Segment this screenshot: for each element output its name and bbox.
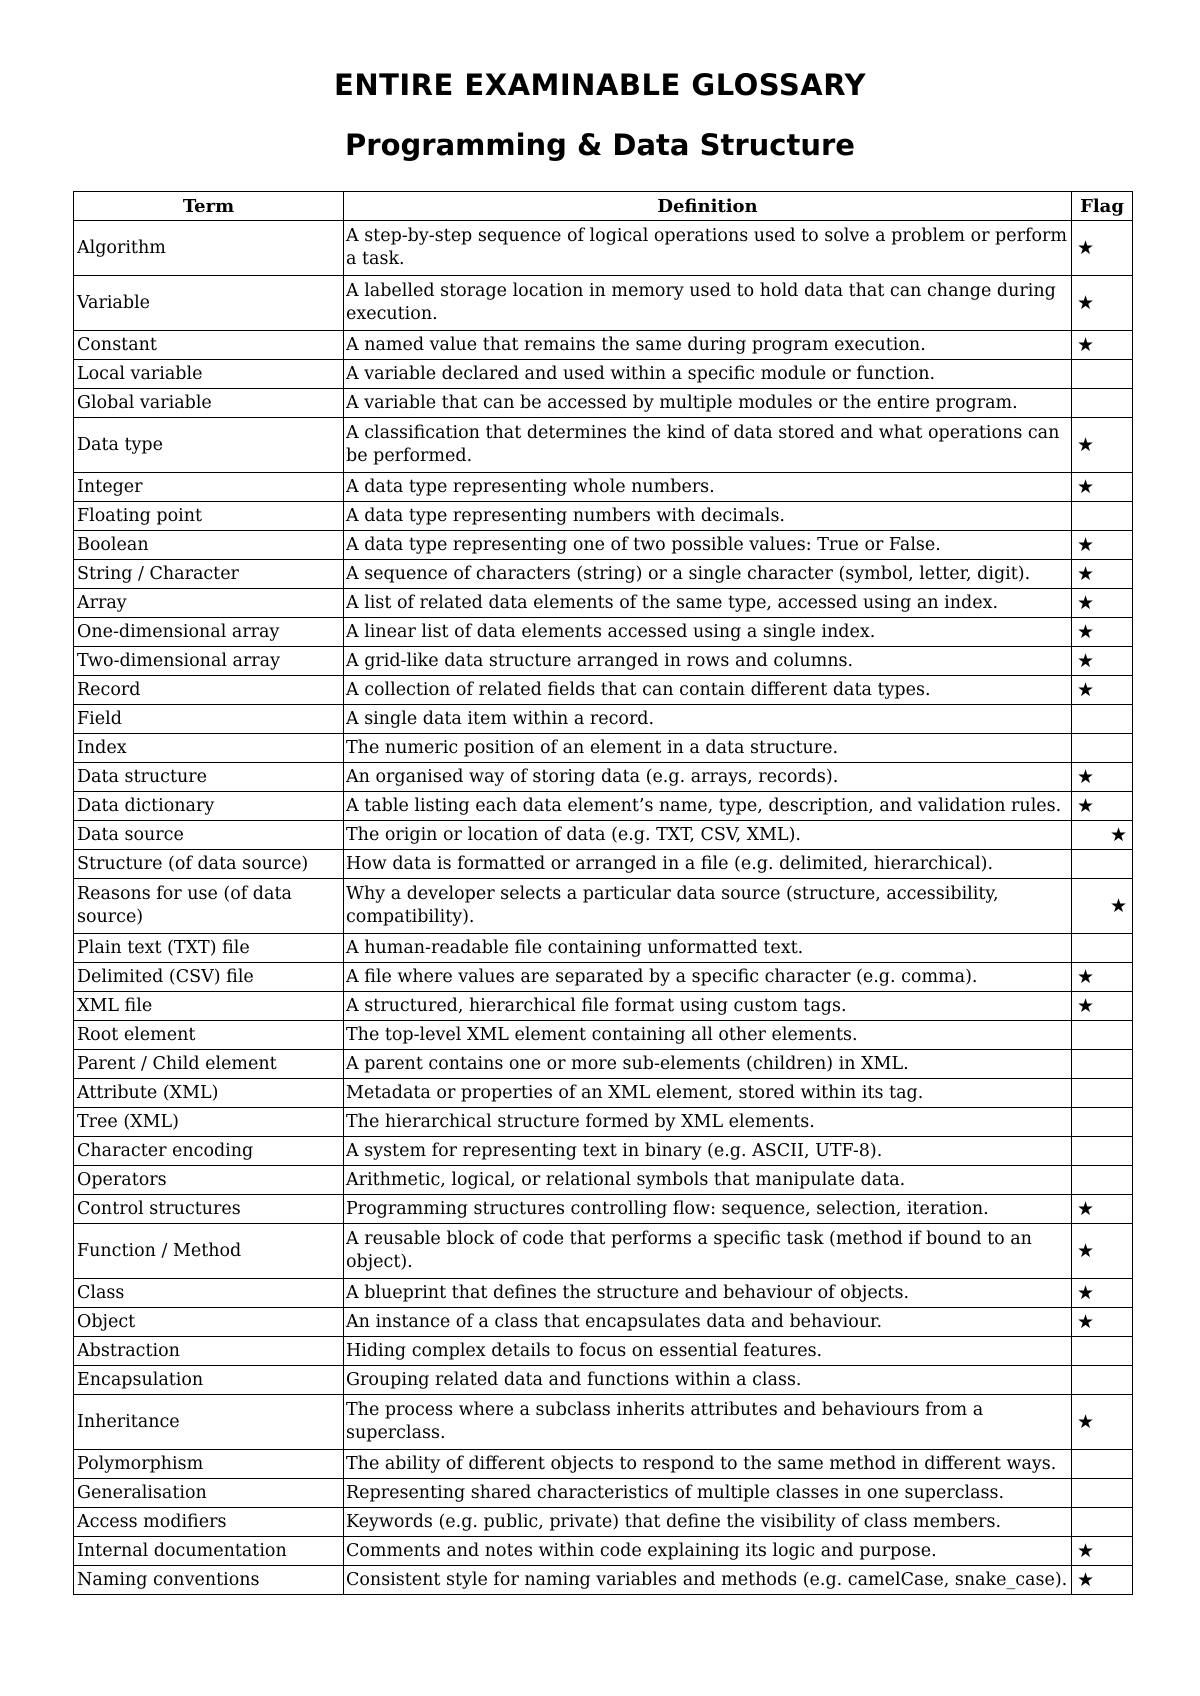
flag-cell: [1072, 963, 1133, 992]
table-row: [74, 1050, 1133, 1079]
table-header-row: [74, 192, 1133, 221]
definition-cell: Why a developer selects a particular data source (structure, accessibility, compatibility).: [344, 879, 1072, 934]
term-cell: Record: [74, 676, 344, 705]
flag-cell: [1072, 647, 1133, 676]
definition-cell: A parent contains one or more sub-elements (children) in XML.: [344, 1050, 1072, 1079]
definition-cell: Programming structures controlling flow: sequence, selection, iteration.: [344, 1195, 1072, 1224]
flag-cell: [1072, 734, 1133, 763]
term-cell: XML file: [74, 992, 344, 1021]
definition-cell: An organised way of storing data (e.g. arrays, records).: [344, 763, 1072, 792]
flag-cell: [1072, 1166, 1133, 1195]
definition-cell: A variable that can be accessed by multiple modules or the entire program.: [344, 389, 1072, 418]
star-icon: ★: [1077, 678, 1095, 701]
definition-cell: The numeric position of an element in a data structure.: [344, 734, 1072, 763]
definition-cell: An instance of a class that encapsulates data and behaviour.: [344, 1308, 1072, 1337]
table-row: [74, 1137, 1133, 1166]
flag-cell: [1072, 389, 1133, 418]
flag-cell: [1072, 1279, 1133, 1308]
table-row: [74, 1508, 1133, 1537]
definition-cell: Metadata or properties of an XML element, stored within its tag.: [344, 1079, 1072, 1108]
flag-cell: [1072, 1108, 1133, 1137]
header-flag: Flag: [1072, 192, 1133, 221]
definition-cell: A single data item within a record.: [344, 705, 1072, 734]
term-cell: Reasons for use (of data source): [74, 879, 344, 934]
star-icon: ★: [1077, 1281, 1095, 1304]
flag-cell: [1072, 360, 1133, 389]
definition-cell: The hierarchical structure formed by XML elements.: [344, 1108, 1072, 1137]
table-row: [74, 502, 1133, 531]
definition-cell: A data type representing numbers with decimals.: [344, 502, 1072, 531]
star-icon: ★: [1077, 1239, 1095, 1262]
table-row: [74, 1079, 1133, 1108]
table-row: [74, 276, 1133, 331]
star-icon: ★: [1077, 1539, 1095, 1562]
header-term: Term: [74, 192, 344, 221]
definition-cell: A system for representing text in binary (e.g. ASCII, UTF-8).: [344, 1137, 1072, 1166]
term-cell: Plain text (TXT) file: [74, 934, 344, 963]
definition-cell: A file where values are separated by a specific character (e.g. comma).: [344, 963, 1072, 992]
flag-cell: [1072, 1308, 1133, 1337]
definition-cell: How data is formatted or arranged in a file (e.g. delimited, hierarchical).: [344, 850, 1072, 879]
term-cell: Array: [74, 589, 344, 618]
definition-cell: Consistent style for naming variables and methods (e.g. camelCase, snake_case).: [344, 1566, 1072, 1595]
star-icon: ★: [1077, 1197, 1095, 1220]
definition-cell: A list of related data elements of the same type, accessed using an index.: [344, 589, 1072, 618]
definition-cell: A structured, hierarchical file format using custom tags.: [344, 992, 1072, 1021]
page-title: ENTIRE EXAMINABLE GLOSSARY: [334, 68, 866, 102]
table-row: [74, 821, 1133, 850]
definition-cell: A data type representing whole numbers.: [344, 473, 1072, 502]
table-row: [74, 1224, 1133, 1279]
flag-cell: [1072, 763, 1133, 792]
table-row: [74, 992, 1133, 1021]
term-cell: Naming conventions: [74, 1566, 344, 1595]
table-row: [74, 963, 1133, 992]
table-row: [74, 763, 1133, 792]
page-subtitle: Programming & Data Structure: [345, 128, 855, 162]
definition-cell: A grid-like data structure arranged in rows and columns.: [344, 647, 1072, 676]
term-cell: Abstraction: [74, 1337, 344, 1366]
star-icon: ★: [1077, 620, 1095, 643]
table-row: [74, 934, 1133, 963]
star-icon: ★: [1077, 533, 1095, 556]
table-row: [74, 589, 1133, 618]
term-cell: Encapsulation: [74, 1366, 344, 1395]
star-icon: ★: [1077, 591, 1095, 614]
header-definition: Definition: [344, 192, 1072, 221]
star-icon: ★: [1077, 433, 1095, 456]
table-row: [74, 1166, 1133, 1195]
definition-cell: A labelled storage location in memory used to hold data that can change during execution.: [344, 276, 1072, 331]
star-icon: ★: [1110, 823, 1128, 846]
definition-cell: The top-level XML element containing all other elements.: [344, 1021, 1072, 1050]
term-cell: Local variable: [74, 360, 344, 389]
definition-cell: Hiding complex details to focus on essential features.: [344, 1337, 1072, 1366]
table-row: [74, 676, 1133, 705]
term-cell: Constant: [74, 331, 344, 360]
table-row: [74, 418, 1133, 473]
term-cell: Root element: [74, 1021, 344, 1050]
term-cell: Index: [74, 734, 344, 763]
star-icon: ★: [1077, 965, 1095, 988]
term-cell: Class: [74, 1279, 344, 1308]
flag-cell: [1072, 850, 1133, 879]
term-cell: Object: [74, 1308, 344, 1337]
term-cell: Data source: [74, 821, 344, 850]
term-cell: Floating point: [74, 502, 344, 531]
definition-cell: A sequence of characters (string) or a single character (symbol, letter, digit).: [344, 560, 1072, 589]
term-cell: String / Character: [74, 560, 344, 589]
table-row: [74, 1021, 1133, 1050]
flag-cell: [1072, 1224, 1133, 1279]
glossary-table: [73, 191, 1133, 1595]
definition-cell: A blueprint that defines the structure and behaviour of objects.: [344, 1279, 1072, 1308]
star-icon: ★: [1077, 291, 1095, 314]
flag-cell: [1072, 1508, 1133, 1537]
flag-cell: [1072, 502, 1133, 531]
definition-cell: A linear list of data elements accessed using a single index.: [344, 618, 1072, 647]
flag-cell: [1072, 589, 1133, 618]
star-icon: ★: [1077, 1568, 1095, 1591]
term-cell: Parent / Child element: [74, 1050, 344, 1079]
term-cell: Access modifiers: [74, 1508, 344, 1537]
term-cell: One-dimensional array: [74, 618, 344, 647]
term-cell: Variable: [74, 276, 344, 331]
table-row: [74, 1308, 1133, 1337]
table-row: [74, 792, 1133, 821]
flag-cell: [1072, 618, 1133, 647]
definition-cell: A human-readable file containing unformatted text.: [344, 934, 1072, 963]
flag-cell: [1072, 1479, 1133, 1508]
definition-cell: Grouping related data and functions within a class.: [344, 1366, 1072, 1395]
flag-cell: [1072, 821, 1133, 850]
flag-cell: [1072, 1366, 1133, 1395]
flag-cell: [1072, 1050, 1133, 1079]
table-row: [74, 1479, 1133, 1508]
flag-cell: [1072, 221, 1133, 276]
star-icon: ★: [1077, 794, 1095, 817]
table-row: [74, 360, 1133, 389]
table-row: [74, 531, 1133, 560]
term-cell: Character encoding: [74, 1137, 344, 1166]
star-icon: ★: [1077, 994, 1095, 1017]
definition-cell: A named value that remains the same during program execution.: [344, 331, 1072, 360]
table-row: [74, 1195, 1133, 1224]
star-icon: ★: [1110, 894, 1128, 917]
definition-cell: A variable declared and used within a specific module or function.: [344, 360, 1072, 389]
definition-cell: A step-by-step sequence of logical operations used to solve a problem or perform a task.: [344, 221, 1072, 276]
star-icon: ★: [1077, 1310, 1095, 1333]
term-cell: Generalisation: [74, 1479, 344, 1508]
term-cell: Inheritance: [74, 1395, 344, 1450]
table-row: [74, 1566, 1133, 1595]
table-row: [74, 705, 1133, 734]
flag-cell: [1072, 792, 1133, 821]
term-cell: Data structure: [74, 763, 344, 792]
flag-cell: [1072, 879, 1133, 934]
term-cell: Boolean: [74, 531, 344, 560]
flag-cell: [1072, 1195, 1133, 1224]
table-row: [74, 734, 1133, 763]
definition-cell: A reusable block of code that performs a specific task (method if bound to an object).: [344, 1224, 1072, 1279]
flag-cell: [1072, 1137, 1133, 1166]
flag-cell: [1072, 1537, 1133, 1566]
term-cell: Polymorphism: [74, 1450, 344, 1479]
definition-cell: A table listing each data element’s name, type, description, and validation rules.: [344, 792, 1072, 821]
definition-cell: The origin or location of data (e.g. TXT, CSV, XML).: [344, 821, 1072, 850]
star-icon: ★: [1077, 765, 1095, 788]
term-cell: Control structures: [74, 1195, 344, 1224]
table-row: [74, 1537, 1133, 1566]
term-cell: Field: [74, 705, 344, 734]
table-row: [74, 647, 1133, 676]
term-cell: Attribute (XML): [74, 1079, 344, 1108]
term-cell: Two-dimensional array: [74, 647, 344, 676]
star-icon: ★: [1077, 1410, 1095, 1433]
flag-cell: [1072, 276, 1133, 331]
term-cell: Internal documentation: [74, 1537, 344, 1566]
table-row: [74, 1366, 1133, 1395]
term-cell: Integer: [74, 473, 344, 502]
definition-cell: Arithmetic, logical, or relational symbols that manipulate data.: [344, 1166, 1072, 1195]
definition-cell: A collection of related fields that can contain different data types.: [344, 676, 1072, 705]
definition-cell: The process where a subclass inherits attributes and behaviours from a superclass.: [344, 1395, 1072, 1450]
table-row: [74, 331, 1133, 360]
flag-cell: [1072, 1079, 1133, 1108]
star-icon: ★: [1077, 649, 1095, 672]
term-cell: Algorithm: [74, 221, 344, 276]
term-cell: Data type: [74, 418, 344, 473]
flag-cell: [1072, 1450, 1133, 1479]
definition-cell: Comments and notes within code explaining its logic and purpose.: [344, 1537, 1072, 1566]
flag-cell: [1072, 705, 1133, 734]
flag-cell: [1072, 560, 1133, 589]
definition-cell: Keywords (e.g. public, private) that define the visibility of class members.: [344, 1508, 1072, 1537]
definition-cell: A data type representing one of two possible values: True or False.: [344, 531, 1072, 560]
table-row: [74, 473, 1133, 502]
flag-cell: [1072, 1021, 1133, 1050]
term-cell: Structure (of data source): [74, 850, 344, 879]
flag-cell: [1072, 531, 1133, 560]
flag-cell: [1072, 331, 1133, 360]
flag-cell: [1072, 1566, 1133, 1595]
flag-cell: [1072, 676, 1133, 705]
table-row: [74, 1108, 1133, 1137]
flag-cell: [1072, 934, 1133, 963]
table-row: [74, 560, 1133, 589]
flag-cell: [1072, 473, 1133, 502]
table-row: [74, 221, 1133, 276]
term-cell: Data dictionary: [74, 792, 344, 821]
definition-cell: The ability of different objects to respond to the same method in different ways.: [344, 1450, 1072, 1479]
term-cell: Global variable: [74, 389, 344, 418]
star-icon: ★: [1077, 562, 1095, 585]
table-row: [74, 618, 1133, 647]
table-row: [74, 1450, 1133, 1479]
flag-cell: [1072, 1337, 1133, 1366]
term-cell: Delimited (CSV) file: [74, 963, 344, 992]
star-icon: ★: [1077, 236, 1095, 259]
flag-cell: [1072, 992, 1133, 1021]
flag-cell: [1072, 1395, 1133, 1450]
flag-cell: [1072, 418, 1133, 473]
term-cell: Tree (XML): [74, 1108, 344, 1137]
table-row: [74, 879, 1133, 934]
definition-cell: Representing shared characteristics of multiple classes in one superclass.: [344, 1479, 1072, 1508]
term-cell: Function / Method: [74, 1224, 344, 1279]
table-row: [74, 850, 1133, 879]
definition-cell: A classification that determines the kind of data stored and what operations can be performed.: [344, 418, 1072, 473]
table-row: [74, 1337, 1133, 1366]
glossary-body: [74, 221, 1133, 1595]
table-row: [74, 1279, 1133, 1308]
table-row: [74, 389, 1133, 418]
star-icon: ★: [1077, 333, 1095, 356]
star-icon: ★: [1077, 475, 1095, 498]
term-cell: Operators: [74, 1166, 344, 1195]
table-row: [74, 1395, 1133, 1450]
